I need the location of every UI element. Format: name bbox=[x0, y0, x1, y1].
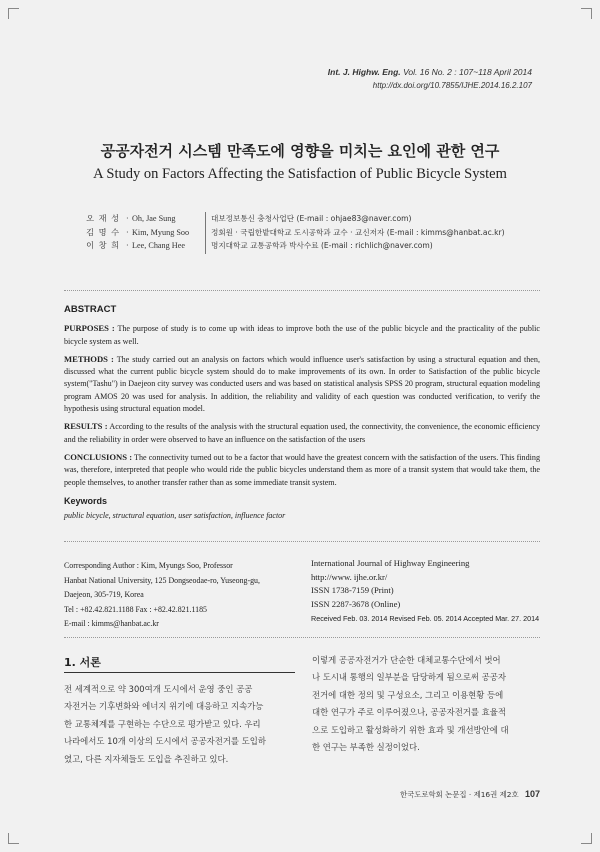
keywords-text: public bicycle, structural equation, user satisfaction, influence factor bbox=[64, 511, 286, 521]
body-line: 였고, 다른 지자체들도 도입을 추진하고 있다. bbox=[64, 753, 229, 764]
author-separator: · bbox=[126, 241, 129, 250]
corresponding-line: Tel : +82.42.821.1188 Fax : +82.42.821.1185 bbox=[64, 604, 207, 614]
crop-mark bbox=[581, 8, 592, 19]
body-line: 으로 도입하고 활성화하기 위한 효과 및 개선방안에 대 bbox=[312, 724, 509, 735]
conclusions-label: CONCLUSIONS : bbox=[64, 451, 133, 462]
body-column-right bbox=[312, 652, 543, 756]
body-line: 한 교통체계를 구현하는 수단으로 평가받고 있다. 우리 bbox=[64, 718, 261, 729]
doi-link[interactable]: http://dx.doi.org/10.7855/IJHE.2014.16.2.107 bbox=[372, 81, 532, 90]
english-title: A Study on Factors Affecting the Satisfaction of Public Bicycle System bbox=[93, 166, 507, 182]
corresponding-email[interactable]: E-mail : kimms@hanbat.ac.kr bbox=[64, 619, 159, 628]
volume-info: Vol. 16 No. 2 : 107~118 April 2014 bbox=[403, 67, 532, 77]
footer-journal: 한국도로학회 논문집 · 제16권 제2호 bbox=[399, 790, 519, 799]
body-line: 전거에 대한 정의 및 구성요소, 그리고 이용현황 등에 bbox=[312, 689, 504, 700]
abstract-heading: ABSTRACT bbox=[64, 304, 117, 315]
author-separator: · bbox=[126, 227, 129, 237]
page-footer bbox=[360, 789, 540, 800]
corresponding-author bbox=[64, 559, 294, 632]
body-line: 한 연구는 부족한 실정이었다. bbox=[312, 742, 420, 753]
journal-info bbox=[311, 557, 541, 626]
section-heading: 1. 서론 bbox=[64, 656, 101, 669]
issn-online: ISSN 2287-3678 (Online) bbox=[311, 598, 401, 609]
crop-mark bbox=[581, 833, 592, 844]
body-line: 이렇게 공공자전거가 단순한 대체교통수단에서 벗어 bbox=[312, 655, 501, 665]
author-affiliation: 명지대학교 교통공학과 박사수료 (E-mail : richlich@naver.com) bbox=[211, 241, 433, 250]
author-name-ko: 오 재 성 bbox=[86, 213, 120, 223]
author-affiliation: 대보정보통신 충청사업단 (E-mail : ohjae83@naver.com) bbox=[211, 214, 412, 223]
abstract-conclusions bbox=[64, 451, 540, 489]
results-label: RESULTS : bbox=[64, 421, 108, 432]
results-text: According to the results of the analysis with the structural equation used, the connectivity, the convenience, the economic efficiency and the reliability in order were observed to have an influence on the satisfaction of the users bbox=[64, 422, 541, 444]
journal-abbrev: Int. J. Highw. Eng. bbox=[327, 67, 401, 77]
article-dates: Received Feb. 03. 2014 Revised Feb. 05. 2014 Accepted Mar. 27. 2014 bbox=[311, 614, 540, 623]
corresponding-line: Daejeon, 305-719, Korea bbox=[64, 590, 144, 599]
corresponding-line: Corresponding Author : Kim, Myungs Soo, Professor bbox=[64, 561, 233, 570]
conclusions-text: The connectivity turned out to be a factor that would have the greatest concern with the satisfaction of the users. This finding was, therefore, interpreted that people who would ride the public bicycles understand them as more of a transit system that would take them, the people themselves, to another transfer rather than as some immediate transit system. bbox=[64, 452, 540, 487]
methods-label: METHODS : bbox=[64, 353, 114, 364]
page-number: 107 bbox=[524, 789, 540, 799]
abstract-block bbox=[64, 304, 540, 522]
body-line: 자전거는 기후변화와 에너지 위기에 대응하고 지속가능 bbox=[64, 701, 264, 712]
journal-header bbox=[300, 67, 532, 77]
keywords-heading: Keywords bbox=[64, 495, 108, 506]
korean-title: 공공자전거 시스템 만족도에 영향을 미치는 요인에 관한 연구 bbox=[100, 142, 500, 160]
author-name-ko: 이 창 희 bbox=[86, 240, 120, 250]
author-name-en: Oh, Jae Sung bbox=[132, 214, 176, 223]
crop-mark bbox=[8, 8, 19, 19]
body-column-left bbox=[64, 681, 295, 768]
body-line: 나라에서도 10개 이상의 도시에서 공공자전거를 도입하 bbox=[64, 736, 266, 747]
purposes-label: PURPOSES : bbox=[64, 323, 115, 334]
journal-name: International Journal of Highway Engineering bbox=[311, 558, 470, 568]
journal-url[interactable]: http://www. ijhe.or.kr/ bbox=[311, 571, 388, 582]
section-divider bbox=[64, 290, 540, 291]
author-separator: · bbox=[126, 214, 129, 223]
body-line: 나 도시내 통행의 일부분을 담당하게 됨으로써 공공자 bbox=[312, 672, 506, 683]
author-name-ko: 김 명 수 bbox=[86, 226, 120, 237]
abstract-results bbox=[64, 420, 540, 446]
abstract-purposes bbox=[64, 322, 540, 348]
methods-text: The study carried out an analysis on factors which would influence user's satisfaction by using a structural equation and then, discussed what the current public bicycle system should do to make improvements of its own. In order to Satisfaction of the public bicycle system("Tashu") in Daejeon city survey was conducted users and was based on statistical analysis SPSS 20 program, structural equation modeling program AMOS 20 was used for analysis. In addition, the reliability and validity of each question was conducted verification, to verify the hypothesis using structural equation model. bbox=[64, 354, 540, 414]
author-name-en: Lee, Chang Hee bbox=[132, 241, 185, 250]
section-divider bbox=[64, 637, 540, 638]
abstract-methods bbox=[64, 353, 540, 415]
body-line: 대한 연구가 주로 이루어졌으나, 공공자전거를 효율적 bbox=[312, 707, 506, 718]
body-line: 전 세계적으로 약 300여개 도시에서 운영 중인 공공 bbox=[64, 684, 253, 694]
author-divider bbox=[205, 212, 206, 254]
author-affiliation: 정회원 · 국립한밭대학교 도시공학과 교수 · 교신저자 (E-mail : kimms@hanbat.ac.kr) bbox=[211, 227, 505, 237]
author-name-en: Kim, Myung Soo bbox=[132, 227, 190, 237]
issn-print: ISSN 1738-7159 (Print) bbox=[311, 585, 394, 595]
section-heading-rule bbox=[64, 672, 295, 673]
corresponding-line: Hanbat National University, 125 Dongseodae-ro, Yuseong-gu, bbox=[64, 575, 260, 585]
purposes-text: The purpose of study is to come up with ideas to improve both the use of the public bicycle and the practicality of the public bicycle system as well. bbox=[64, 324, 540, 346]
crop-mark bbox=[8, 833, 19, 844]
section-divider bbox=[64, 541, 540, 542]
